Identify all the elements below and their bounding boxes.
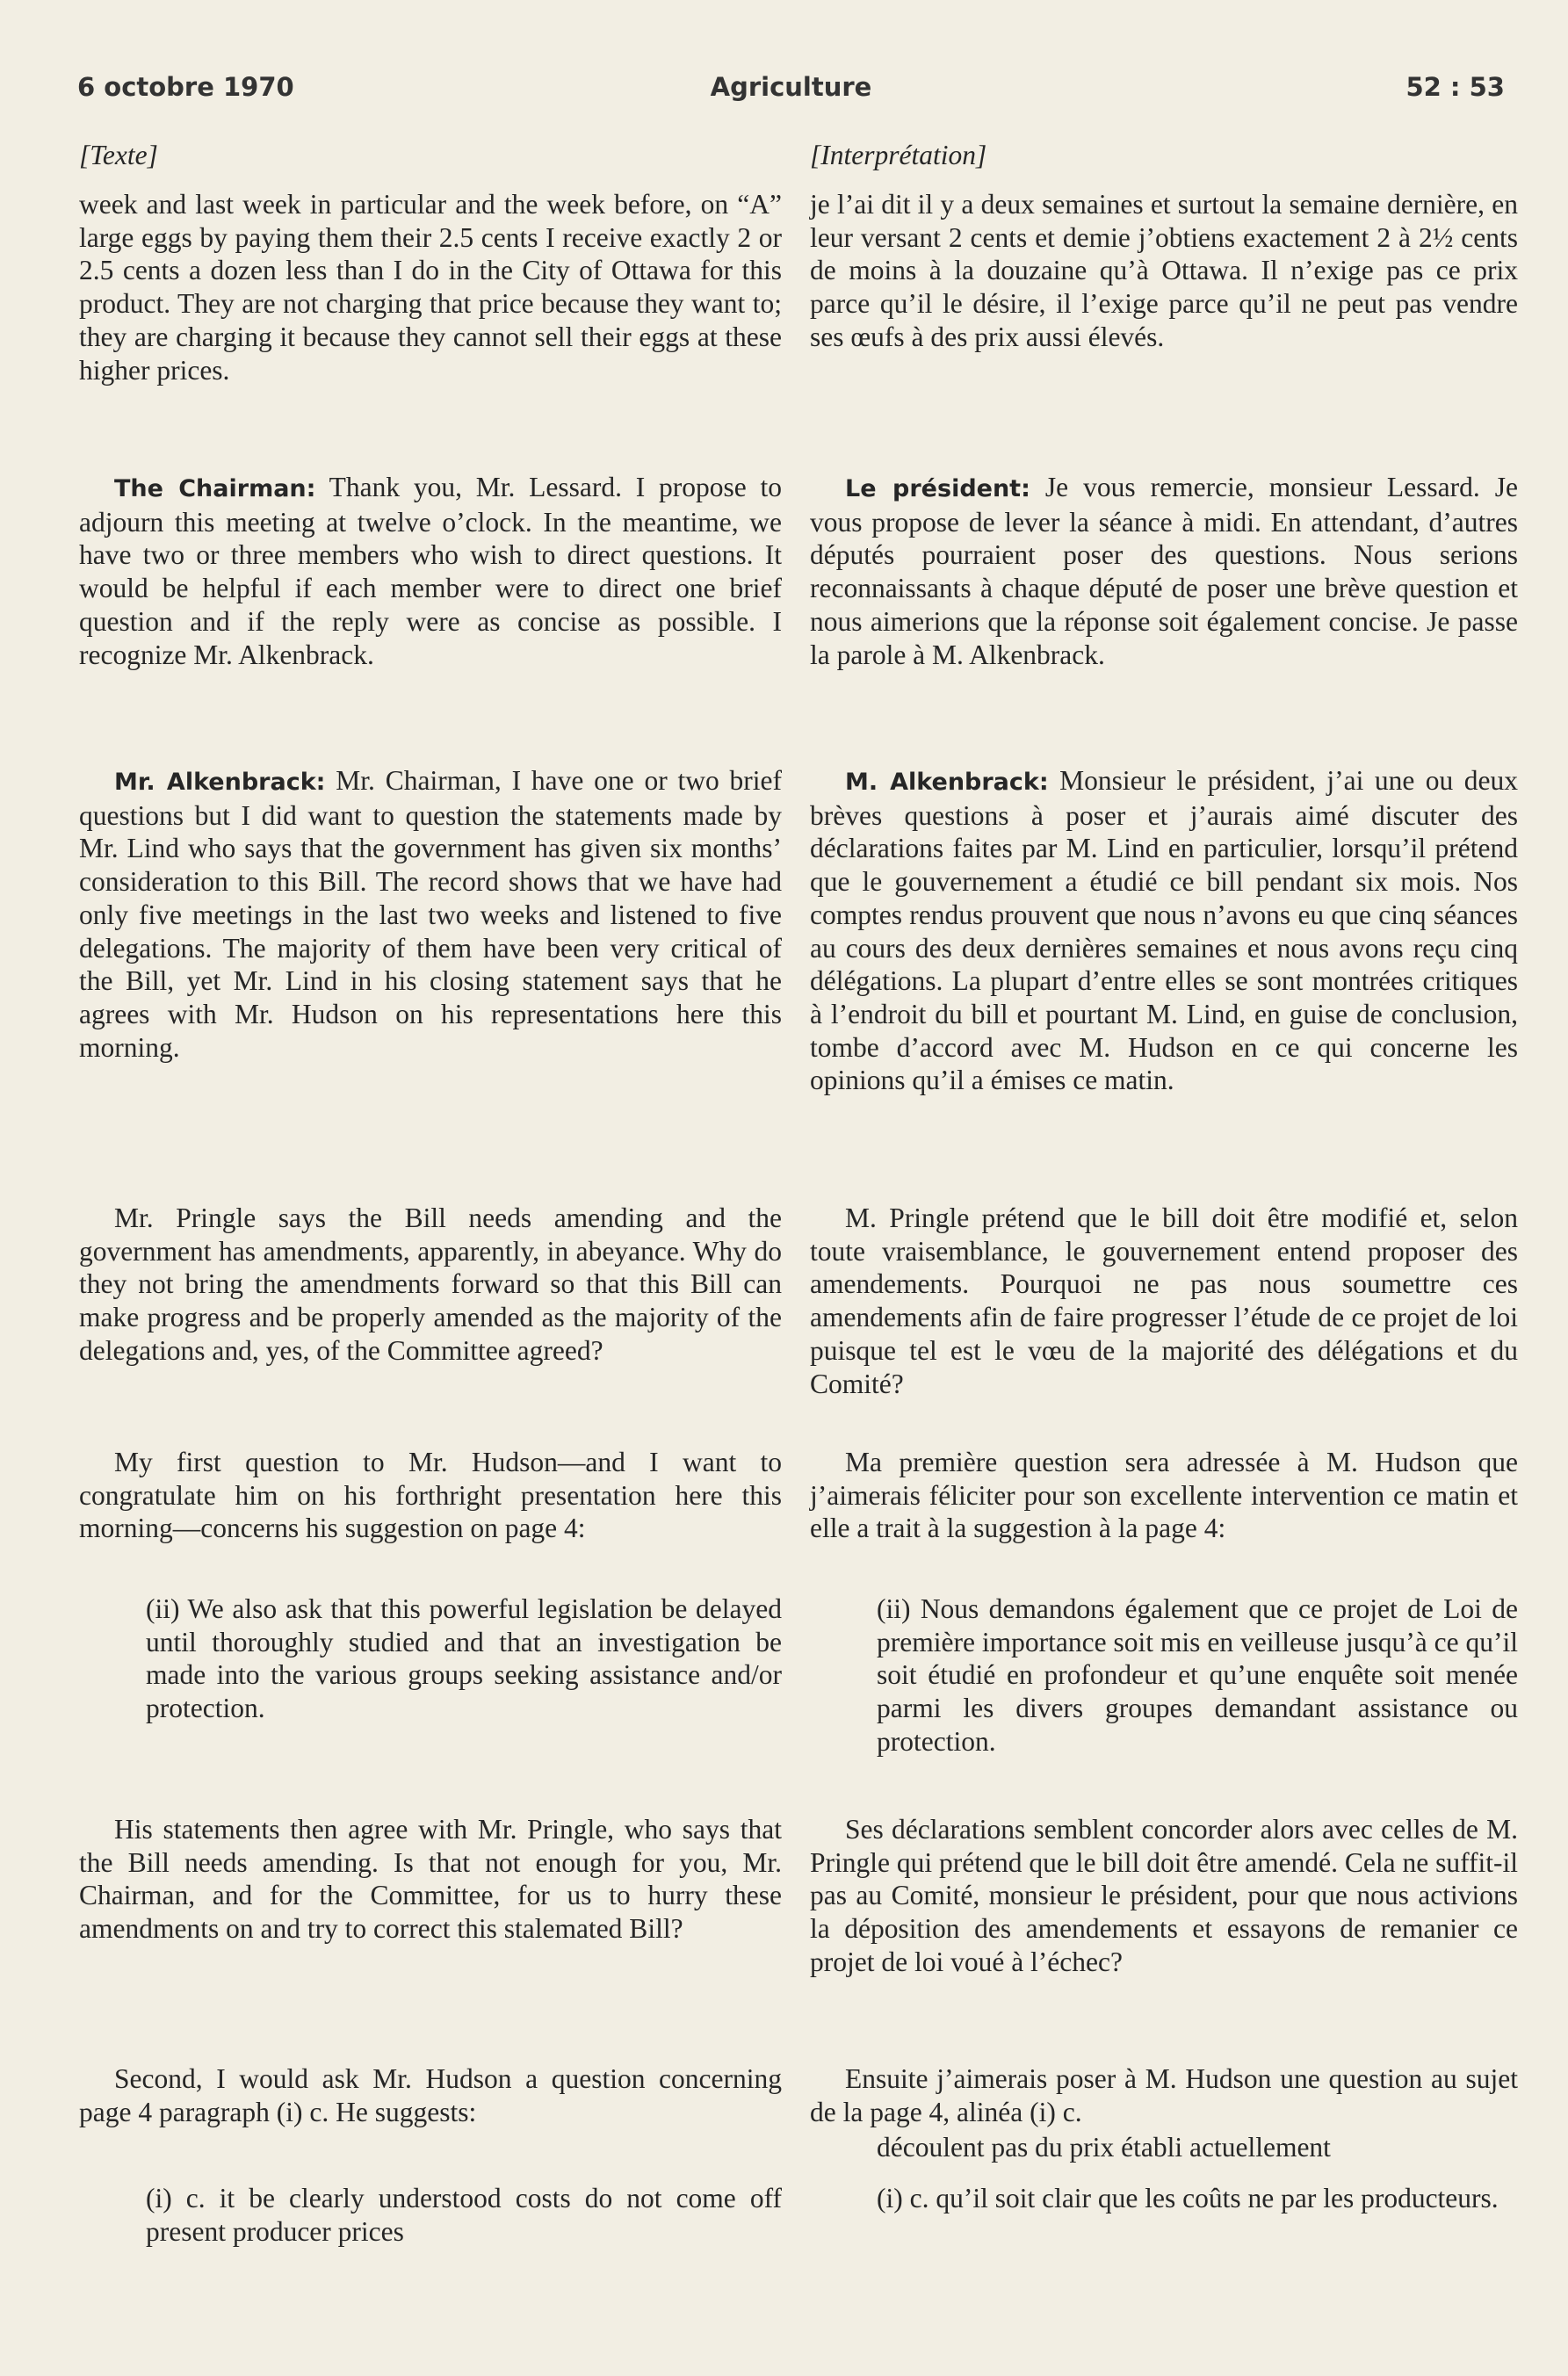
speaker-name: M. Alkenbrack: (845, 769, 1049, 796)
quotation: (i) c. qu’il soit clair que les coûts ne par les producteurs. (877, 2183, 1499, 2214)
paragraph: His statements then agree with Mr. Pringle, who says that the Bill needs amending. Is that not enough for you, Mr. Chairman, and for the Committee, for us to hurry these amendments on and try to correct this stalemated Bill? (79, 1814, 782, 1945)
paragraph: My first question to Mr. Hudson—and I want to congratulate him on his forthright presentation here this morning—concerns his suggestion on page 4: (79, 1447, 782, 1544)
alkenbrack-remark (79, 764, 782, 1064)
paragraph: Ma première question sera adressée à M. Hudson que j’aimerais féliciter pour son excellente intervention ce matin et elle a trait à la suggestion à la page 4: (810, 1447, 1518, 1544)
paragraph: Ensuite j’aimerais poser à M. Hudson une question au sujet de la page 4, alinéa (i) c. (810, 2063, 1518, 2127)
paragraph: Second, I would ask Mr. Hudson a question concerning page 4 paragraph (i) c. He suggests: (79, 2063, 782, 2127)
paragraph-fragment: découlent pas du prix établi actuellement (877, 2132, 1331, 2163)
remark-text: Thank you, Mr. Lessard. I propose to adjourn this meeting at twelve o’clock. In the meantime, we have two or three members who wish to direct questions. It would be helpful if each member were to direct one brief question and if the reply were as concise as possible. I recognize Mr. Alkenbrack. (79, 472, 782, 670)
quotation: (i) c. it be clearly understood costs do not come off present producer prices (146, 2183, 782, 2247)
interpretation-label: [Interprétation] (810, 140, 987, 170)
page-header (77, 72, 1505, 107)
header-date: 6 octobre 1970 (77, 72, 294, 102)
paragraph: je l’ai dit il y a deux semaines et surtout la semaine dernière, en leur versant 2 cents et demie j’obtiens exactement 2 à 2½ cents de moins à la douzaine qu’à Ottawa. Il n’exige pas ce prix parce qu’il le désire, il l’exige parce qu’il ne peut pas vendre ses œufs à des prix aussi élevés. (810, 189, 1518, 352)
speaker-name: The Chairman: (114, 475, 316, 502)
header-title: Agriculture (710, 72, 872, 102)
paragraph: week and last week in particular and the week before, on “A” large eggs by paying them their 2.5 cents I receive exactly 2 or 2.5 cents a dozen less than I do in the City of Ottawa for this product. They are not charging that price because they want to; they are charging it because they cannot sell their eggs at these higher prices. (79, 189, 782, 386)
header-page-number: 52 : 53 (1405, 72, 1505, 102)
remark-text: Monsieur le président, j’ai une ou deux brèves questions à poser et j’aurais aimé discuter des déclarations faites par M. Lind en particulier, lorsqu’il prétend que le gouvernement a étudié ce bill pendant six mois. Nos comptes rendus prouvent que nous n’avons eu que cinq séances au cours des deux dernières semaines et nous avons reçu cinq délégations. La plupart d’entre elles se sont montrées critiques à l’endroit du bill et pourtant M. Lind, en guise de conclusion, tombe d’accord avec M. Hudson en ce qui concerne les opinions qu’il a émises ce matin. (810, 765, 1519, 1096)
paragraph: M. Pringle prétend que le bill doit être modifié et, selon toute vraisemblance, le gouvernement entend proposer des amendements. Pourquoi ne pas nous soumettre ces amendements afin de faire progresser l’étude de ce projet de loi puisque tel est le vœu de la majorité des délégations et du Comité? (810, 1202, 1518, 1399)
speaker-name: Mr. Alkenbrack: (114, 769, 326, 796)
remark-text: Je vous remercie, monsieur Lessard. Je vous propose de lever la séance à midi. En attendant, d’autres députés pourraient poser des questions. Nous serions reconnaissants à chaque député de poser une brève question et nous aimerions que la réponse soit également concise. Je passe la parole à M. Alkenbrack. (810, 472, 1519, 670)
chairman-remark (79, 471, 782, 671)
remark-text: Mr. Chairman, I have one or two brief questions but I did want to question the statements made by Mr. Lind who says that the government has given six months’ consideration to this Bill. The record shows that we have had only five meetings in the last two weeks and listened to five delegations. The majority of them have been very critical of the Bill, yet Mr. Lind in his closing statement says that he agrees with Mr. Hudson on his representations here this morning. (79, 765, 783, 1063)
speaker-name: Le président: (845, 475, 1030, 502)
text-label: [Texte] (79, 140, 158, 170)
president-remark (810, 471, 1518, 671)
alkenbrack-remark (810, 764, 1518, 1097)
quotation: (ii) Nous demandons également que ce projet de Loi de première importance soit mis en veilleuse jusqu’à ce qu’il soit étudié en profondeur et qu’une enquête soit menée parmi les divers groupes demandant assistance ou protection. (877, 1593, 1518, 1757)
paragraph: Mr. Pringle says the Bill needs amending and the government has amendments, apparently, in abeyance. Why do they not bring the amendments forward so that this Bill can make progress and be properly amended as the majority of the delegations and, yes, of the Committee agreed? (79, 1202, 782, 1366)
quotation: (ii) We also ask that this powerful legislation be delayed until thoroughly studied and that an investigation be made into the various groups seeking assistance and/or protection. (146, 1593, 782, 1724)
paragraph: Ses déclarations semblent concorder alors avec celles de M. Pringle qui prétend que le bill doit être amendé. Cela ne suffit-il pas au Comité, monsieur le président, pour que nous activions la déposition des amendements et essayons de remanier ce projet de loi voué à l’échec? (810, 1814, 1518, 1977)
